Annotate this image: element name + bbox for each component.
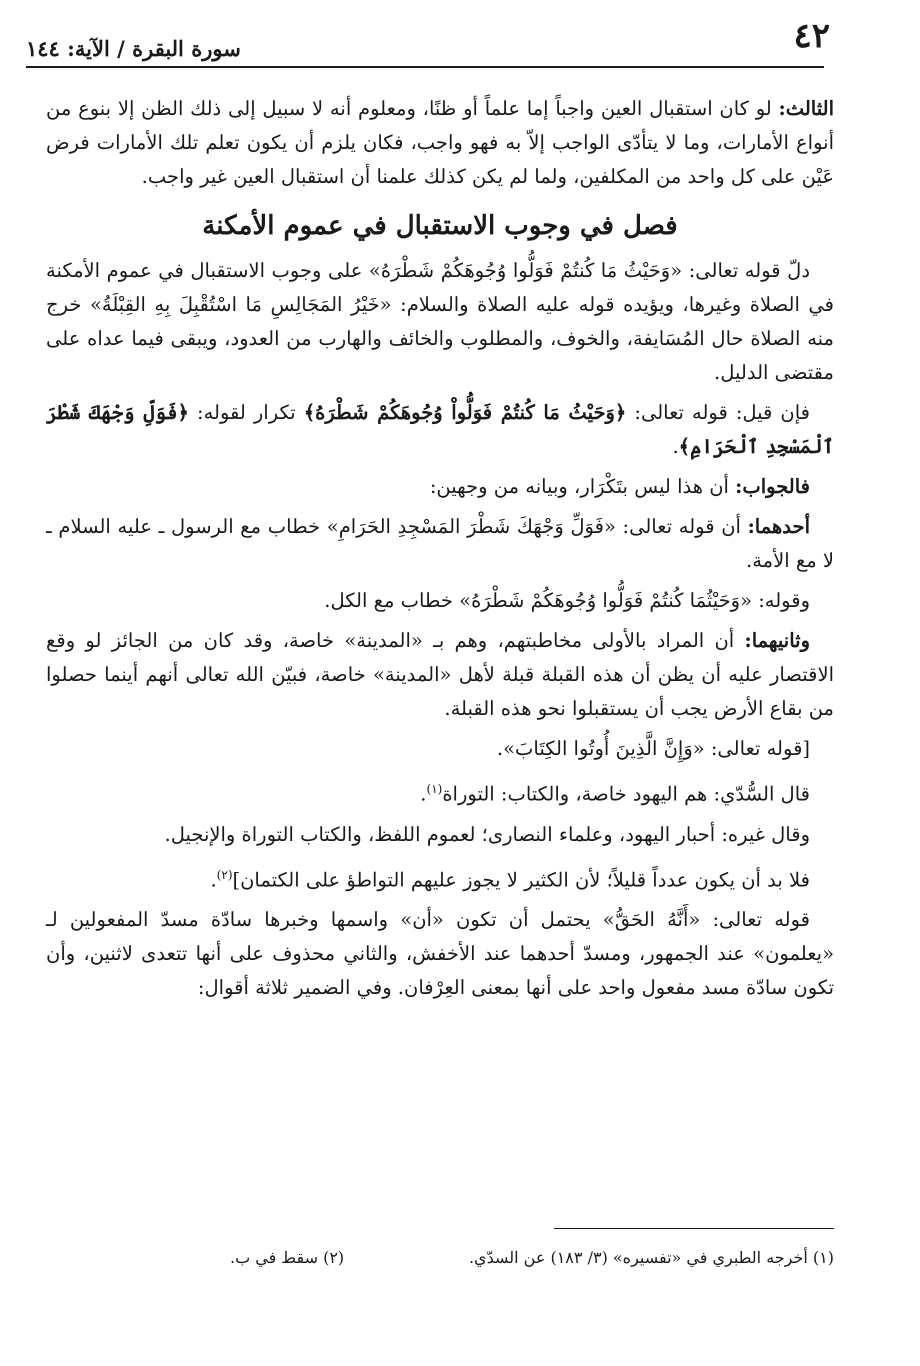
- paragraph-text: تكرار لقوله:: [188, 401, 304, 424]
- paragraph-text: لو كان استقبال العين واجباً إما علماً أو ظنًا، ومعلوم أنه لا سبيل إلى ذلك الظن إلا بنوع من أنواع الأمارات، وما لا يتأدّى الواجب إلاّ به فهو واجب، فكان يلزم أن يكون تعلم تلك الأمارات فرض عَيْن على كل واحد من المكلفين، ولما لم يكن كذلك علمنا أن استقبال العين غير واجب.: [46, 97, 834, 188]
- footnote-divider: [554, 1228, 834, 1229]
- paragraph-other-opinion: وقال غيره: أحبار اليهود، وعلماء النصارى؛ لعموم اللفظ، والكتاب التوراة والإنجيل.: [164, 822, 810, 846]
- paragraph-text: فلا بد أن يكون عدداً قليلاً؛ لأن الكثير لا يجوز عليهم التواطؤ على الكتمان]: [232, 868, 810, 891]
- footnotes: [230, 1244, 834, 1272]
- paragraph-text: .: [420, 782, 427, 806]
- footnote-marker[interactable]: (٢): [216, 867, 233, 882]
- paragraph-text: أن المراد بالأولى مخاطبتهم، وهم بـ «المدينة» خاصة، وقد كان من الجائز لو وقع الاقتصار عليه أن يظن أن هذه القبلة قبلة لأهل «المدينة» خاصة، فبيّن الله تعالى أنهم أينما حصلوا من بقاع الأرض يجب أن يستقبلوا نحو هذه القبلة.: [46, 629, 834, 720]
- paragraph-few-number: [46, 858, 834, 898]
- footnote-marker[interactable]: (١): [426, 782, 443, 796]
- paragraph-lead: فالجواب:: [735, 475, 810, 498]
- paragraph-first-reason: [46, 510, 834, 578]
- paragraph-objection: [46, 396, 834, 464]
- paragraph-general-address: وقوله: «وَحَيْثُمَا كُنتُمْ فَوَلُّوا وُجُوهَكُمْ شَطْرَهُ» خطاب مع الكل.: [324, 589, 810, 612]
- paragraph-second-reason: [46, 624, 834, 726]
- footnote-2: (٢) سقط في ب.: [230, 1248, 345, 1267]
- paragraph-answer: [46, 470, 834, 504]
- paragraph-text: فإن قيل: قوله تعالى:: [626, 401, 810, 424]
- body-text: [46, 92, 834, 1011]
- paragraph-verse-citation: [قوله تعالى: «وَإِنَّ الَّذِينَ أُوتُوا الكِتَابَ».: [496, 737, 810, 760]
- section-heading: فصل في وجوب الاستقبال في عموم الأمكنة: [202, 211, 678, 241]
- quran-verse: ﴿فَوَلِّ وَجْهَكَ شَطْرَ ٱلْمَسْجِدِ ٱلْحَرَامِ﴾: [46, 401, 834, 458]
- quran-verse: ﴿وَحَيْثُ مَا كُنتُمْ فَوَلُّواْ وُجُوهَكُمْ شَطْرَهُ﴾: [303, 401, 627, 424]
- paragraph-grammar: قوله تعالى: «أَنَّهُ الحَقُّ» يحتمل أن تكون «أن» واسمها وخبرها سادّة مسدّ المفعولين لـ «يعلمون» عند الجمهور، ومسدّ أحدهما عند الأخفش، والثاني محذوف على أنها تتعدى لاثنين، وأن تكون سادّة مسد مفعول واحد على أنها بمعنى العِرْفان. وفي الضمير ثلاثة أقوال:: [46, 908, 834, 999]
- page-number: ٤٢: [793, 16, 830, 56]
- paragraph-third-point: [46, 92, 834, 194]
- paragraph-text: أن هذا ليس بتَكْرَار، وبيانه من وجهين:: [429, 475, 736, 498]
- paragraph-lead: أحدهما:: [747, 515, 810, 538]
- paragraph-lead: الثالث:: [778, 97, 834, 120]
- paragraph-text: .: [672, 435, 679, 458]
- paragraph-proof: دلّ قوله تعالى: «وَحَيْثُ مَا كُنتُمْ فَوَلُّوا وُجُوهَكُمْ شَطْرَهُ» على وجوب الاستقبال في عموم الأمكنة في الصلاة وغيرها، ويؤيده قوله عليه الصلاة والسلام: «خَيْرُ المَجَالِسِ مَا اسْتُقْبِلَ بِهِ القِبْلَةُ» خرج منه الصلاة حال المُسَايفة، والخوف، والمطلوب والخائف والهارب من العدود، ويبقى فيما عداه على مقتضى الدليل.: [46, 259, 834, 384]
- running-title: سورة البقرة / الآية: ١٤٤: [26, 36, 241, 61]
- paragraph-text: أن قوله تعالى: «فَوَلِّ وَجْهَكَ شَطْرَ المَسْجِدِ الحَرَامِ» خطاب مع الرسول ـ عليه السلام ـ لا مع الأمة.: [46, 515, 834, 572]
- paragraph-lead: وثانيهما:: [744, 629, 810, 652]
- paragraph-suddi: [46, 772, 834, 812]
- footnote-1: (١) أخرجه الطبري في «تفسيره» (٣/ ١٨٣) عن السدّي.: [468, 1248, 834, 1267]
- paragraph-text: قال السُّدّي: هم اليهود خاصة، والكتاب: التوراة: [442, 782, 810, 806]
- paragraph-text: .: [210, 868, 217, 891]
